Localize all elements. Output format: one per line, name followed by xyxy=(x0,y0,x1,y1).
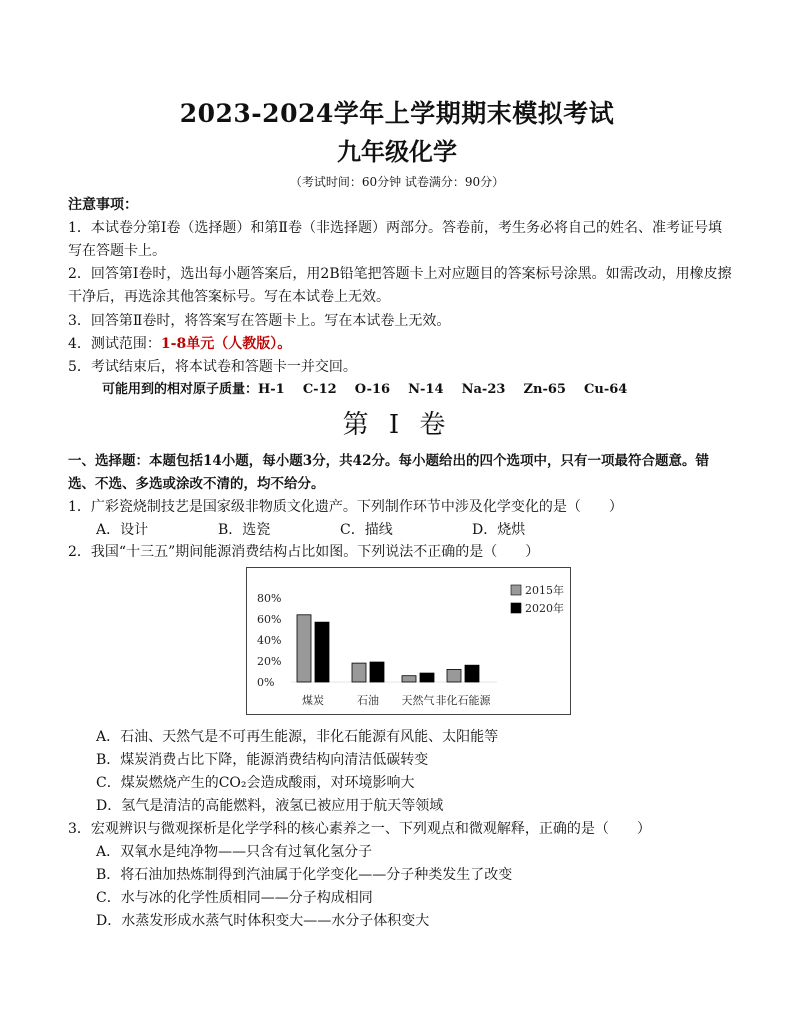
question-1-option-d: D．烧烘 xyxy=(472,522,526,538)
legend-label: 2015年 xyxy=(525,584,564,597)
note-line-scope xyxy=(68,334,291,354)
legend-swatch xyxy=(511,585,521,595)
y-tick-label: 20% xyxy=(257,655,282,668)
bar-series2 xyxy=(370,662,384,682)
section-instruction: 选、不选、多选或涂改不清的，均不给分。 xyxy=(68,476,325,492)
note-line: 5．考试结束后，将本试卷和答题卡一并交回。 xyxy=(68,359,357,375)
question-1-option-b: B．选瓷 xyxy=(218,522,271,538)
question-2-option-b: B．煤炭消费占比下降，能源消费结构向清洁低碳转变 xyxy=(96,752,429,768)
energy-chart xyxy=(246,567,571,715)
x-category-label: 石油 xyxy=(357,694,379,707)
bar-series1 xyxy=(297,615,311,682)
atomic-masses: 可能用到的相对原子质量：H-1 C-12 O-16 N-14 Na-23 Zn-65 Cu-64 xyxy=(102,382,628,397)
x-category-label: 煤炭 xyxy=(302,694,324,707)
question-3-option-c: C．水与冰的化学性质相同——分子构成相同 xyxy=(96,890,373,906)
note-line: 1．本试卷分第Ⅰ卷（选择题）和第Ⅱ卷（非选择题）两部分。答卷前，考生务必将自己的姓名、准考证号填 xyxy=(68,220,722,236)
bar-series1 xyxy=(402,676,416,682)
note-line: 干净后，再选涂其他答案标号。写在本试卷上无效。 xyxy=(68,289,390,305)
legend-label: 2020年 xyxy=(525,602,564,615)
question-3-option-d: D．水蒸发形成水蒸气时体积变大——水分子体积变大 xyxy=(96,913,430,929)
bar-series2 xyxy=(465,665,479,682)
note-line: 写在答题卡上。 xyxy=(68,243,166,259)
exam-subject: 九年级化学 xyxy=(337,137,457,166)
x-category-label: 非化石能源 xyxy=(435,694,491,707)
note-line: 3．回答第Ⅱ卷时，将答案写在答题卡上。写在本试卷上无效。 xyxy=(68,313,451,329)
question-1-option-c: C．描线 xyxy=(340,522,393,538)
question-3-stem: 3．宏观辨识与微观探析是化学学科的核心素养之一、下列观点和微观解释，正确的是（ ） xyxy=(68,821,651,837)
y-tick-label: 60% xyxy=(257,613,282,626)
question-1-stem: 1．广彩瓷烧制技艺是国家级非物质文化遗产。下列制作环节中涉及化学变化的是（ ） xyxy=(68,499,623,515)
question-3-option-b: B．将石油加热炼制得到汽油属于化学变化——分子种类发生了改变 xyxy=(96,867,513,883)
scope-label: 4．测试范围： xyxy=(68,336,161,352)
y-tick-label: 40% xyxy=(257,634,282,647)
notes-heading: 注意事项： xyxy=(68,197,138,213)
bar-series2 xyxy=(315,622,329,682)
y-tick-label: 80% xyxy=(257,592,282,605)
bar-series1 xyxy=(352,663,366,682)
section-title: 第 I 卷 xyxy=(342,410,452,440)
exam-info: （考试时间：60分钟 试卷满分：90分） xyxy=(289,175,505,189)
question-2-stem: 2．我国“十三五”期间能源消费结构占比如图。下列说法不正确的是（ ） xyxy=(68,544,540,560)
energy-bar-chart xyxy=(247,568,570,714)
question-3-option-a: A．双氧水是纯净物——只含有过氧化氢分子 xyxy=(96,844,373,860)
note-line: 2．回答第Ⅰ卷时，选出每小题答案后，用2B铅笔把答题卡上对应题目的答案标号涂黑。如需改动，用橡皮擦 xyxy=(68,266,732,282)
exam-title: 2023-2024学年上学期期末模拟考试 xyxy=(179,99,615,128)
y-tick-label: 0% xyxy=(257,676,275,689)
bar-series1 xyxy=(447,669,461,682)
question-2-option-c: C．煤炭燃烧产生的CO₂会造成酸雨，对环境影响大 xyxy=(96,775,415,791)
question-2-option-d: D．氢气是清洁的高能燃料，液氢已被应用于航天等领域 xyxy=(96,798,444,814)
scope-value: 1-8单元（人教版）。 xyxy=(160,336,292,352)
section-instruction: 一、选择题：本题包括14小题，每小题3分，共42分。每小题给出的四个选项中，只有一项最符合题意。错 xyxy=(68,453,709,469)
question-2-option-a: A．石油、天然气是不可再生能源，非化石能源有风能、太阳能等 xyxy=(96,729,499,745)
bar-series2 xyxy=(420,673,434,682)
legend-swatch xyxy=(511,603,521,613)
question-1-option-a: A．设计 xyxy=(96,522,149,538)
x-category-label: 天然气 xyxy=(401,694,435,707)
